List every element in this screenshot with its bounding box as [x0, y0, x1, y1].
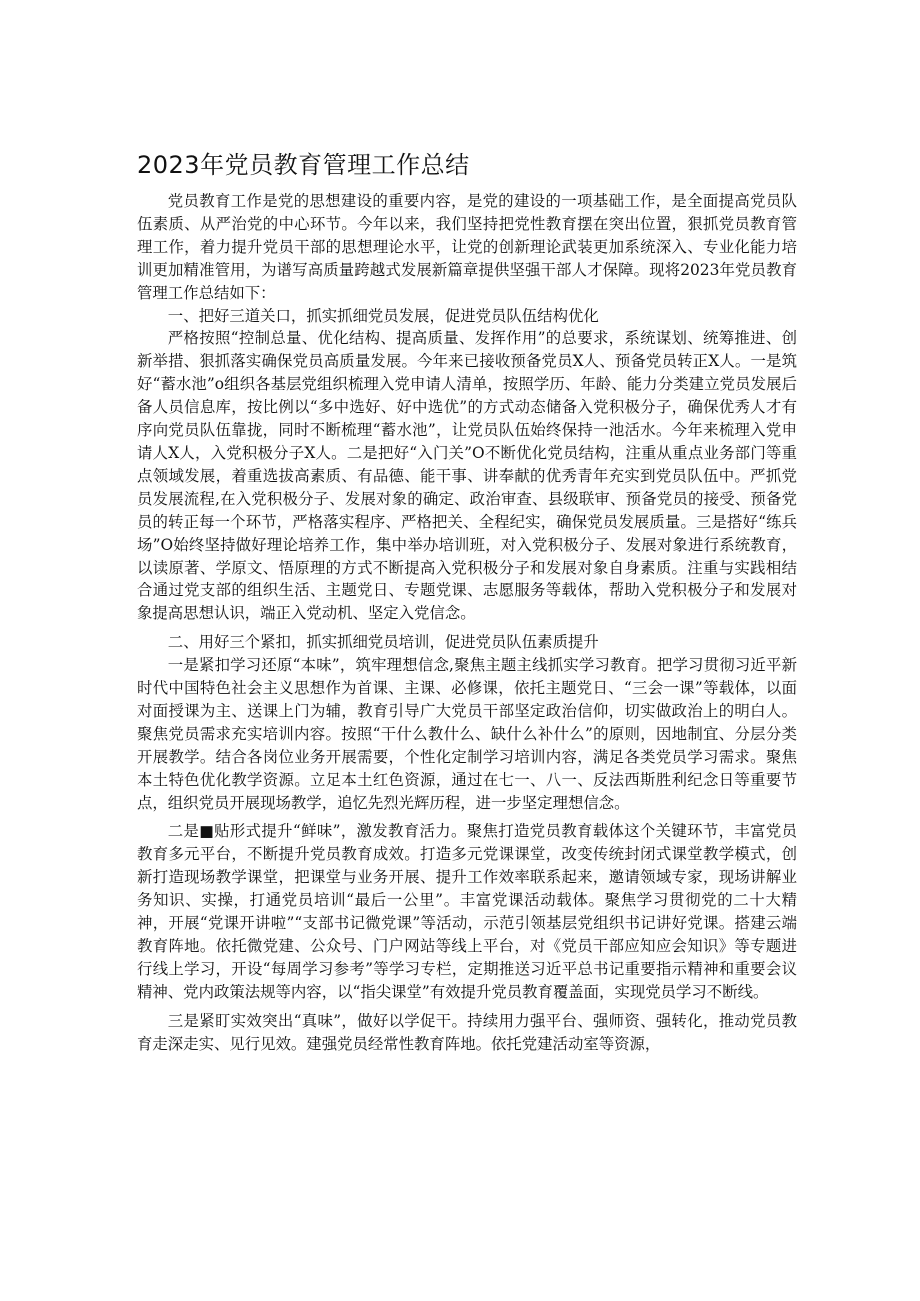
document-body: [137, 190, 797, 1056]
section-1-paragraph: 严格按照“控制总量、优化结构、提高质量、发挥作用”的总要求，系统谋划、统筹推进、创新举措、狠抓落实确保党员高质量发展。今年来已接收预备党员X人、预备党员转正X人。一是筑好“蓄水池”o组织各基层党组织梳理入党申请人清单，按照学历、年龄、能力分类建立党员发展后备人员信息库，按比例以“多中选好、好中选优”的方式动态储备入党积极分子，确保优秀人才有序向党员队伍靠拢，同时不断梳理“蓄水池”，让党员队伍始终保持一池活水。今年来梳理入党申请人X人，入党积极分子X人。二是把好“入门关”O不断优化党员结构，注重从重点业务部门等重点领域发展，着重选拔高素质、有品德、能干事、讲奉献的优秀青年充实到党员队伍中。严抓党员发展流程,在入党积极分子、发展对象的确定、政治审查、县级联审、预备党员的接受、预备党员的转正每一个环节，严格落实程序、严格把关、全程纪实，确保党员发展质量。三是搭好“练兵场”O始终坚持做好理论培养工作，集中举办培训班，对入党积极分子、发展对象进行系统教育，以读原著、学原文、悟原理的方式不断提高入党积极分子和发展对象自身素质。注重与实践相结合通过党支部的组织生活、主题党日、专题党课、志愿服务等载体，帮助入党积极分子和发展对象提高思想认识，端正入党动机、坚定入党信念。: [137, 329, 797, 623]
section-heading-1: 一、把好三道关口，抓实抓细党员发展，促进党员队伍结构优化: [167, 306, 599, 325]
section-2-paragraph-2: 二是■贴形式提升“鲜味”，激发教育活力。聚焦打造党员教育载体这个关键环节，丰富党员教育多元平台，不断提升党员教育成效。打造多元党课课堂，改变传统封闭式课堂教学模式，创新打造现场教学课堂，把课堂与业务开展、提升工作效率联系起来，邀请领域专家，现场讲解业务知识、实操，打通党员培训“最后一公里”。丰富党课活动载体。聚焦学习贯彻党的二十大精神，开展“党课开讲啦”“支部书记微党课”等活动，示范引领基层党组织书记讲好党课。搭建云端教育阵地。依托微党建、公众号、门户网站等线上平台，对《党员干部应知应会知识》等专题进行线上学习，开设“每周学习参考”等学习专栏，定期推送习近平总书记重要指示精神和重要会议精神、党内政策法规等内容，以“指尖课堂”有效提升党员教育覆盖面，实现党员学习不断线。: [137, 822, 797, 1001]
section-heading-2: 二、用好三个紧扣，抓实抓细党员培训，促进党员队伍素质提升: [167, 633, 599, 652]
section-2-paragraph-3: 三是紧盯实效突出“真味”，做好以学促干。持续用力强平台、强师资、强转化，推动党员教育走深走实、见行见效。建强党员经常性教育阵地。依托党建活动室等资源，: [137, 1011, 797, 1053]
section-2-paragraph-1: 一是紧扣学习还原“本味”，筑牢理想信念,聚焦主题主线抓实学习教育。把学习贯彻习近平新时代中国特色社会主义思想作为首课、主课、必修课，依托主题党日、“三会一课”等载体，以面对面授课为主、送课上门为辅，教育引导广大党员干部坚定政治信仰，切实做政治上的明白人。聚焦党员需求充实培训内容。按照“干什么教什么、缺什么补什么”的原则，因地制宜、分层分类开展教学。结合各岗位业务开展需要，个性化定制学习培训内容，满足各类党员学习需求。聚焦本土特色优化教学资源。立足本土红色资源，通过在七一、八一、反法西斯胜利纪念日等重要节点，组织党员开展现场教学，追忆先烈光辉历程，进一步坚定理想信念。: [137, 656, 797, 812]
page-title: 2023年党员教育管理工作总结: [137, 151, 470, 179]
intro-paragraph: 党员教育工作是党的思想建设的重要内容，是党的建设的一项基础工作，是全面提高党员队伍素质、从严治党的中心环节。今年以来，我们坚持把党性教育摆在突出位置，狠抓党员教育管理工作，着力提升党员干部的思想理论水平，让党的创新理论武装更加系统深入、专业化能力培训更加精准管用，为谱写高质量跨越式发展新篇章提供坚强干部人才保障。现将2023年党员教育管理工作总结如下：: [137, 192, 797, 302]
